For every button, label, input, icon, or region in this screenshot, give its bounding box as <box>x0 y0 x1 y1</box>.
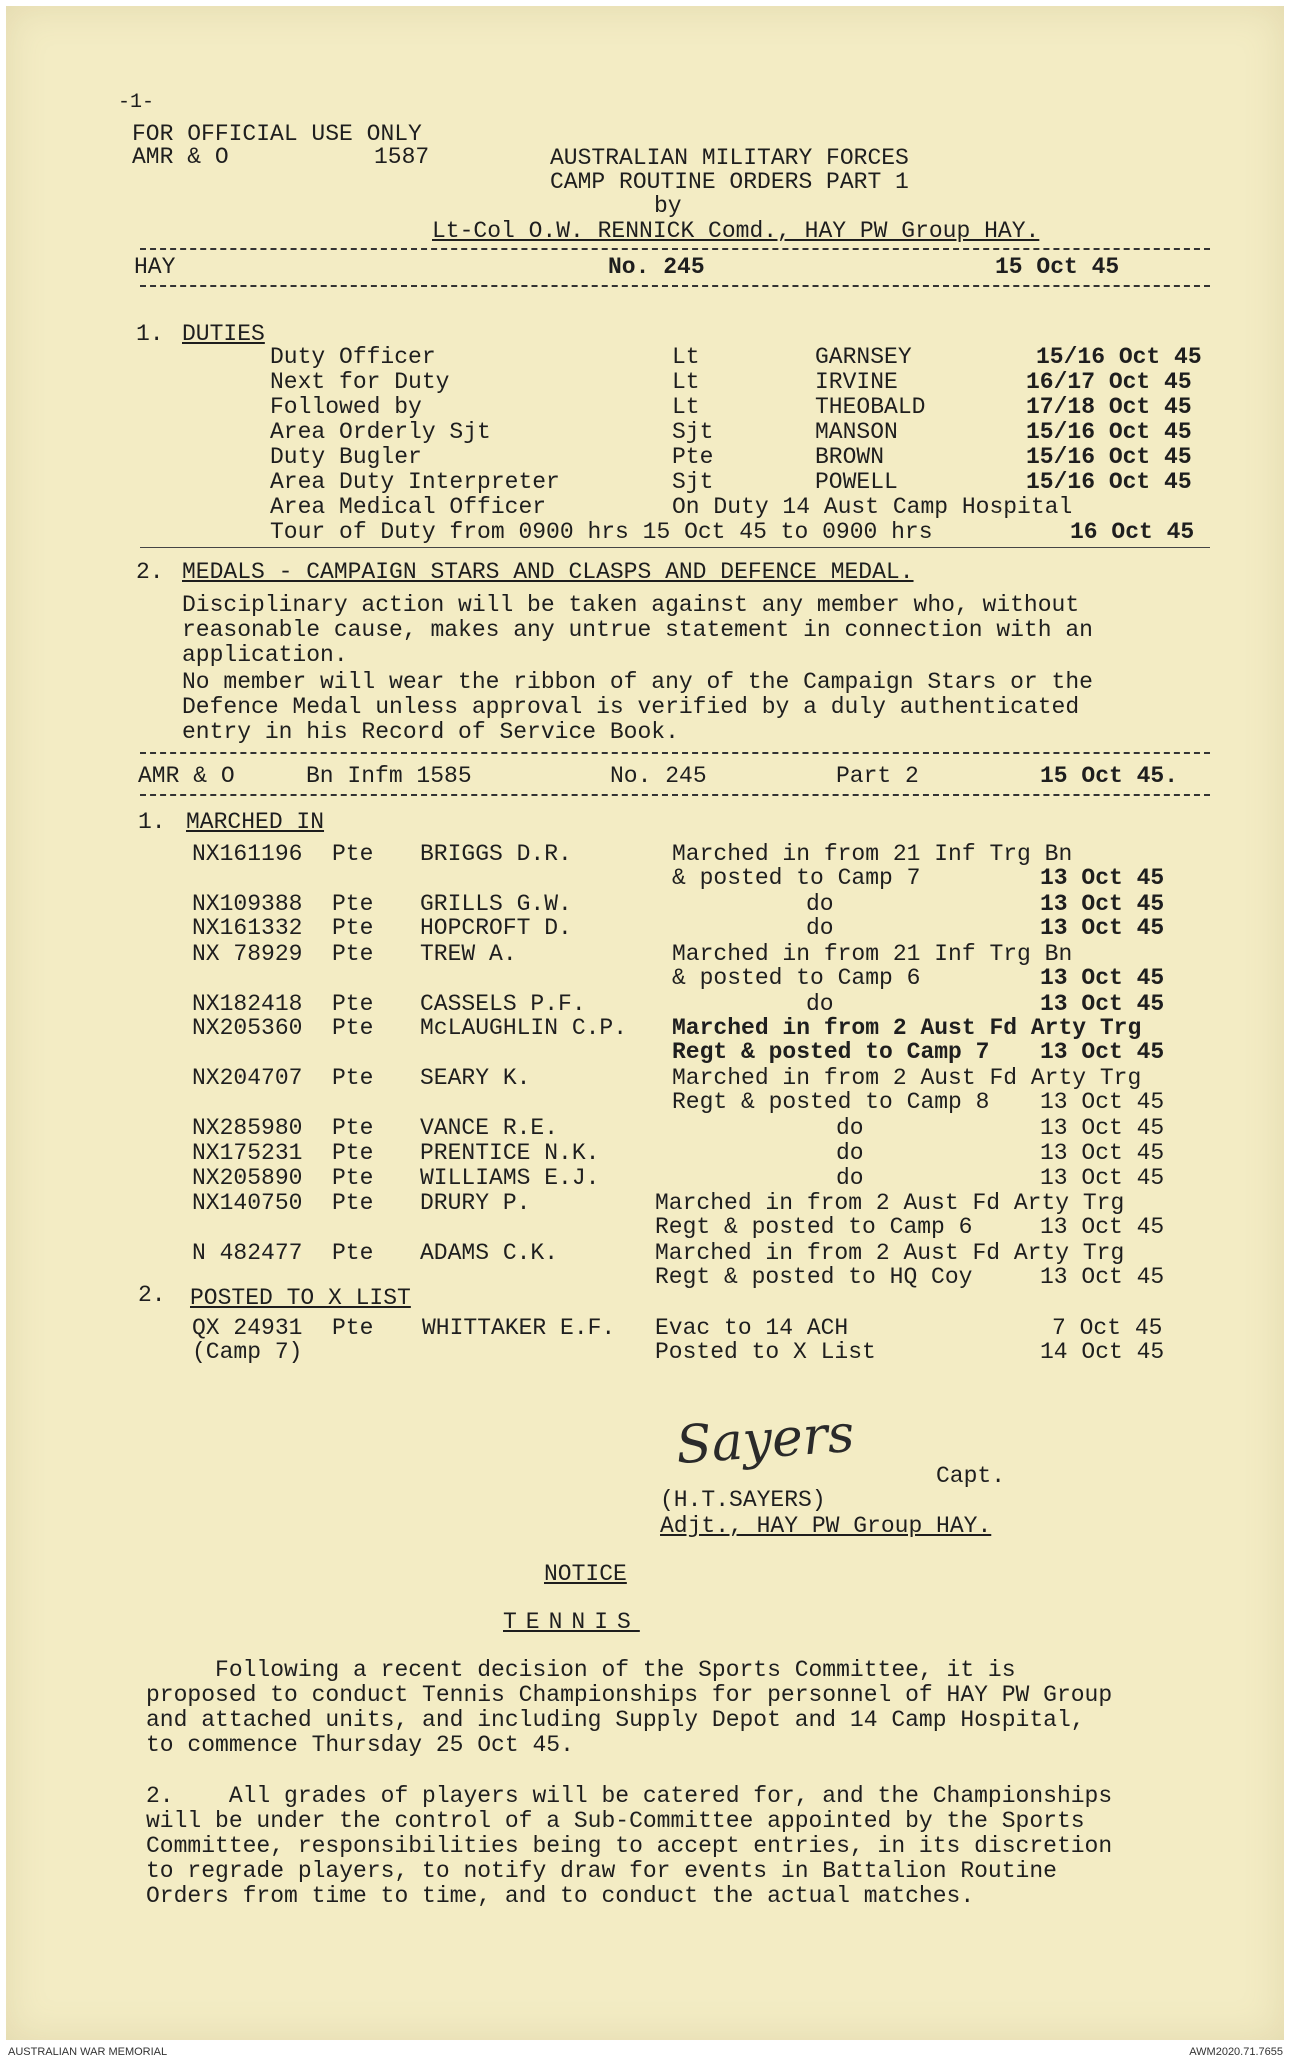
service-number: NX182418 <box>192 991 303 1017</box>
date: 13 Oct 45 <box>1040 1165 1165 1191</box>
service-number: NX161332 <box>192 915 303 941</box>
duty-role: Next for Duty <box>270 369 450 395</box>
duty-role: Followed by <box>270 394 422 420</box>
order-date: 15 Oct 45 <box>995 254 1120 280</box>
duty-name: IRVINE <box>815 369 898 395</box>
remark: & posted to Camp 6 <box>672 965 921 991</box>
remark: do <box>836 1165 864 1191</box>
signatory-title: Adjt., HAY PW Group HAY. <box>660 1513 992 1539</box>
duty-rank: Pte <box>672 444 714 470</box>
divider <box>140 285 1210 287</box>
date: 13 Oct 45 <box>1040 1214 1165 1240</box>
section-title-medals: MEDALS - CAMPAIGN STARS AND CLASPS AND DEFENCE MEDAL. <box>182 559 914 585</box>
medals-paragraph-2: No member will wear the ribbon of any of the Campaign Stars or the Defence Medal unless approval is verified by a duly authenticated entry in his Record of Service Book. <box>182 669 1093 745</box>
section-title-duties: DUTIES <box>182 321 265 347</box>
remark: Marched in from 2 Aust Fd Arty Trg <box>655 1240 1125 1266</box>
member-name: McLAUGHLIN C.P. <box>420 1015 628 1041</box>
date: 13 Oct 45 <box>1040 1264 1165 1290</box>
member-name: ADAMS C.K. <box>420 1240 559 1266</box>
signature: Sayers <box>674 1403 857 1477</box>
duty-role: Area Medical Officer <box>270 494 547 520</box>
rank: Pte <box>332 1065 374 1091</box>
member-name: WILLIAMS E.J. <box>420 1165 600 1191</box>
remark: Evac to 14 ACH <box>655 1315 849 1341</box>
section-number: 1. <box>136 321 164 347</box>
member-name: WHITTAKER E.F. <box>422 1315 616 1341</box>
remark: & posted to Camp 7 <box>672 865 921 891</box>
rank: Pte <box>332 1240 374 1266</box>
duty-date: 16/17 Oct 45 <box>1026 369 1192 395</box>
remark: do <box>836 1140 864 1166</box>
remark: Marched in from 21 Inf Trg Bn <box>672 941 1073 967</box>
orders-by: by <box>654 193 682 219</box>
member-name: DRURY P. <box>420 1190 531 1216</box>
page-mark: -1- <box>118 91 155 114</box>
duty-name: BROWN <box>815 444 885 470</box>
member-name: TREW A. <box>420 941 517 967</box>
section-title-marched-in: MARCHED IN <box>186 809 325 835</box>
duty-rank: Lt <box>672 344 700 370</box>
camp: (Camp 7) <box>192 1339 303 1365</box>
rank: Pte <box>332 1165 374 1191</box>
duty-rank: Lt <box>672 369 700 395</box>
duty-name: MANSON <box>815 419 898 445</box>
medals-paragraph-1: Disciplinary action will be taken against any member who, without reasonable cause, makes any untrue statement in connection with an application. <box>182 592 1093 668</box>
notice-heading: NOTICE <box>544 1561 627 1587</box>
member-name: SEARY K. <box>420 1065 531 1091</box>
remark: Posted to X List <box>655 1339 876 1365</box>
date: 7 Oct 45 <box>1052 1315 1163 1341</box>
duty-rank: Sjt <box>672 469 714 495</box>
duty-role: Duty Bugler <box>270 444 422 470</box>
service-number: NX205360 <box>192 1015 303 1041</box>
rank: Pte <box>332 941 374 967</box>
remark: do <box>806 891 834 917</box>
remark: do <box>806 991 834 1017</box>
service-number: NX161196 <box>192 841 303 867</box>
rank: Pte <box>332 1015 374 1041</box>
remark: Regt & posted to HQ Coy <box>655 1264 973 1290</box>
date: 13 Oct 45 <box>1040 965 1165 991</box>
service-number: QX 24931 <box>192 1315 303 1341</box>
rank: Pte <box>332 841 374 867</box>
service-number: NX205890 <box>192 1165 303 1191</box>
divider <box>140 547 1210 548</box>
order-number: No. 245 <box>608 254 705 280</box>
service-number: N 482477 <box>192 1240 303 1266</box>
date: 13 Oct 45 <box>1040 1140 1165 1166</box>
remark: Regt & posted to Camp 6 <box>655 1214 973 1240</box>
duty-role: Area Duty Interpreter <box>270 469 560 495</box>
remark: Regt & posted to Camp 7 <box>672 1039 990 1065</box>
part2-number: No. 245 <box>610 763 707 789</box>
signatory-rank: Capt. <box>936 1463 1006 1489</box>
tour-end-date: 16 Oct 45 <box>1070 519 1195 545</box>
remark: do <box>836 1115 864 1141</box>
date: 13 Oct 45 <box>1040 915 1165 941</box>
divider <box>140 248 1210 250</box>
section-number: 2. <box>136 559 164 585</box>
remark: Regt & posted to Camp 8 <box>672 1089 990 1115</box>
remark: Marched in from 21 Inf Trg Bn <box>672 841 1073 867</box>
duty-name: POWELL <box>815 469 898 495</box>
date: 13 Oct 45 <box>1040 891 1165 917</box>
notice-paragraph-1: Following a recent decision of the Sports Committee, it is proposed to conduct Tennis Championships for personnel of HAY PW Group and attached units, and including Supply Depot and 14 Camp Hospital, to commence Thursday 25 Oct 45. <box>146 1657 1113 1758</box>
duty-value: On Duty 14 Aust Camp Hospital <box>672 494 1073 520</box>
member-name: HOPCROFT D. <box>420 915 572 941</box>
date: 13 Oct 45 <box>1040 865 1165 891</box>
part2-bn: Bn Infm 1585 <box>306 763 472 789</box>
reference-number: 1587 <box>374 144 430 170</box>
remark: Marched in from 2 Aust Fd Arty Trg <box>672 1065 1142 1091</box>
date: 14 Oct 45 <box>1040 1339 1165 1365</box>
rank: Pte <box>332 1190 374 1216</box>
classification-label: FOR OFFICIAL USE ONLY <box>132 121 422 147</box>
signatory-name: (H.T.SAYERS) <box>660 1487 826 1513</box>
member-name: PRENTICE N.K. <box>420 1140 600 1166</box>
remark: Marched in from 2 Aust Fd Arty Trg <box>672 1015 1142 1041</box>
duty-role: Duty Officer <box>270 344 436 370</box>
orders-title: CAMP ROUTINE ORDERS PART 1 <box>550 169 909 195</box>
reference-label: AMR & O <box>132 144 229 170</box>
divider <box>140 794 1210 796</box>
duty-date: 17/18 Oct 45 <box>1026 394 1192 420</box>
rank: Pte <box>332 891 374 917</box>
service-number: NX109388 <box>192 891 303 917</box>
date: 13 Oct 45 <box>1040 1039 1165 1065</box>
commander-line: Lt-Col O.W. RENNICK Comd., HAY PW Group HAY. <box>432 218 1040 244</box>
section-number: 1. <box>138 809 166 835</box>
place: HAY <box>134 254 176 280</box>
rank: Pte <box>332 1115 374 1141</box>
service-number: NX285980 <box>192 1115 303 1141</box>
member-name: BRIGGS D.R. <box>420 841 572 867</box>
member-name: VANCE R.E. <box>420 1115 559 1141</box>
date: 13 Oct 45 <box>1040 991 1165 1017</box>
service-number: NX204707 <box>192 1065 303 1091</box>
org-title: AUSTRALIAN MILITARY FORCES <box>550 145 909 171</box>
duty-date: 15/16 Oct 45 <box>1026 469 1192 495</box>
part2-ref: AMR & O <box>138 763 235 789</box>
duty-role: Area Orderly Sjt <box>270 419 491 445</box>
tour-of-duty: Tour of Duty from 0900 hrs 15 Oct 45 to 0900 hrs <box>270 519 933 545</box>
notice-subheading: TENNIS <box>503 1609 640 1635</box>
service-number: NX 78929 <box>192 941 303 967</box>
service-number: NX175231 <box>192 1140 303 1166</box>
rank: Pte <box>332 915 374 941</box>
footer-reference: AWM2020.71.7655 <box>1189 2046 1283 2058</box>
date: 13 Oct 45 <box>1040 1115 1165 1141</box>
duty-name: GARNSEY <box>815 344 912 370</box>
remark: Marched in from 2 Aust Fd Arty Trg <box>655 1190 1125 1216</box>
member-name: GRILLS G.W. <box>420 891 572 917</box>
duty-rank: Lt <box>672 394 700 420</box>
rank: Pte <box>332 1315 374 1341</box>
part2-date: 15 Oct 45. <box>1040 763 1179 789</box>
date: 13 Oct 45 <box>1040 1089 1165 1115</box>
section-number: 2. <box>138 1282 166 1308</box>
rank: Pte <box>332 991 374 1017</box>
footer-archive: AUSTRALIAN WAR MEMORIAL <box>8 2046 168 2058</box>
section-title-x-list: POSTED TO X LIST <box>190 1285 411 1311</box>
divider <box>140 752 1210 754</box>
member-name: CASSELS P.F. <box>420 991 586 1017</box>
duty-date: 15/16 Oct 45 <box>1036 344 1202 370</box>
part2-part: Part 2 <box>836 763 919 789</box>
duty-date: 15/16 Oct 45 <box>1026 444 1192 470</box>
duty-rank: Sjt <box>672 419 714 445</box>
service-number: NX140750 <box>192 1190 303 1216</box>
notice-paragraph-2: 2. All grades of players will be catered for, and the Championships will be under the control of a Sub-Committee appointed by the Sports Committee, responsibilities being to accept entries, in its discretion to regrade players, to notify draw for events in Battalion Routine Orders from time to time, and to conduct the actual matches. <box>146 1783 1113 1909</box>
rank: Pte <box>332 1140 374 1166</box>
duty-date: 15/16 Oct 45 <box>1026 419 1192 445</box>
duty-name: THEOBALD <box>815 394 926 420</box>
remark: do <box>806 915 834 941</box>
